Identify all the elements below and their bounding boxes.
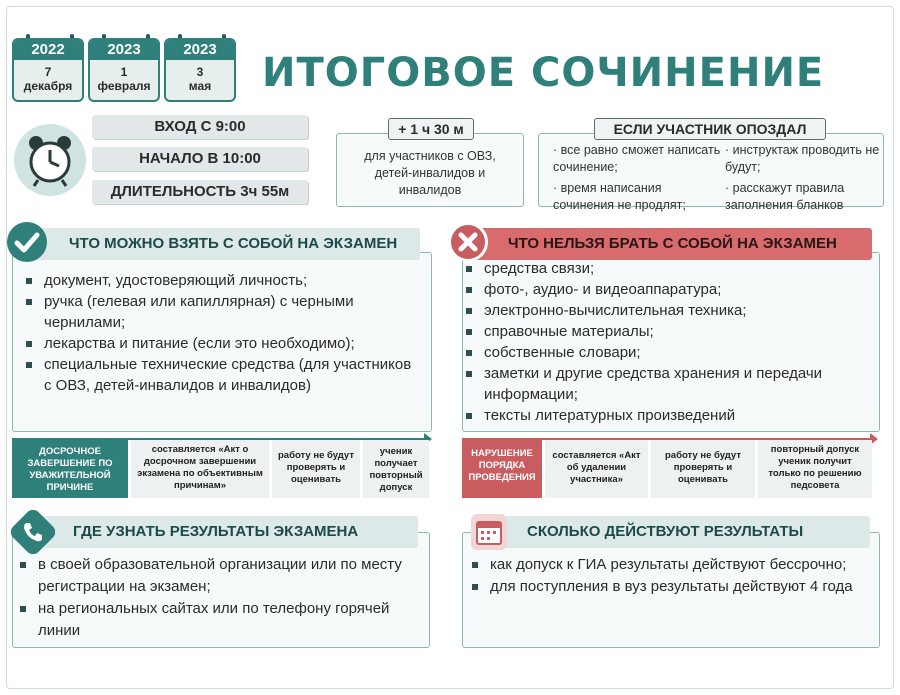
results-valid-list	[472, 554, 872, 598]
step-readmit: ученик получает повторный допуск	[363, 440, 429, 498]
alarm-clock-icon	[14, 124, 86, 196]
date-year: 2023	[166, 40, 234, 60]
forbidden-list	[466, 258, 876, 426]
date-day: 3	[196, 65, 204, 79]
list-item: лекарства и питание (если это необходимо);	[26, 333, 422, 354]
late-left-item: · все равно сможет написать сочинение;	[553, 143, 721, 174]
step-early-finish: ДОСРОЧНОЕ ЗАВЕРШЕНИЕ ПО УВАЖИТЕЛЬНОЙ ПРИЧИНЕ	[12, 440, 128, 498]
list-item: ручка (гелевая или капиллярная) с черными чернилами;	[26, 291, 422, 333]
list-item: тексты литературных произведений	[466, 405, 876, 426]
date-month: февраля	[97, 79, 151, 93]
late-right-item: · расскажут правила заполнения бланков	[725, 181, 845, 212]
duration: ДЛИТЕЛЬНОСТЬ 3ч 55м	[92, 180, 308, 204]
step-no-check: работу не будут проверять и оценивать	[272, 440, 360, 498]
forbidden-title: ЧТО НЕЛЬЗЯ БРАТЬ С СОБОЙ НА ЭКЗАМЕН	[508, 235, 837, 252]
results-where-title: ГДЕ УЗНАТЬ РЕЗУЛЬТАТЫ ЭКЗАМЕНА	[73, 523, 359, 540]
phone-icon	[8, 507, 59, 558]
list-item: на региональных сайтах или по телефону горячей линии	[20, 598, 420, 642]
results-where-header	[22, 516, 418, 548]
checkmark-icon	[7, 222, 47, 262]
late-left-item: · время написания сочинения не продлят;	[553, 181, 686, 212]
list-item: как допуск к ГИА результаты действуют бессрочно;	[472, 554, 872, 576]
allowed-list	[26, 270, 422, 396]
list-item: документ, удостоверяющий личность;	[26, 270, 422, 291]
results-valid-title: СКОЛЬКО ДЕЙСТВУЮТ РЕЗУЛЬТАТЫ	[527, 523, 804, 540]
late-title: ЕСЛИ УЧАСТНИК ОПОЗДАЛ	[594, 118, 826, 140]
list-item: заметки и другие средства хранения и передачи информации;	[466, 363, 876, 405]
late-box	[538, 133, 884, 212]
date-month: мая	[188, 79, 212, 93]
results-valid-header	[476, 516, 870, 548]
list-item: фото-, аудио- и видеоаппаратура;	[466, 279, 876, 300]
list-item: средства связи;	[466, 258, 876, 279]
list-item: электронно-вычислительная техника;	[466, 300, 876, 321]
results-where-list	[20, 554, 420, 642]
entry-time: ВХОД С 9:00	[92, 115, 308, 139]
step-council-readmit: повторный допуск ученик получит только по решению педсовета	[758, 440, 872, 498]
forbidden-header	[460, 228, 872, 260]
step-no-check: работу не будут проверять и оценивать	[651, 440, 755, 498]
extra-time-text: для участников с ОВЗ, детей-инвалидов и инвалидов	[364, 149, 496, 197]
start-time: НАЧАЛО В 10:00	[92, 147, 308, 171]
list-item: специальные технические средства (для участников с ОВЗ, детей-инвалидов и инвалидов)	[26, 354, 422, 396]
date-day: 1	[120, 65, 128, 79]
step-removal-act: составляется «Акт об удалении участника»	[545, 440, 648, 498]
page-title: ИТОГОВОЕ СОЧИНЕНИЕ	[262, 50, 825, 96]
allowed-header	[18, 228, 420, 260]
cross-icon	[448, 222, 488, 262]
calendar-icon	[471, 514, 507, 550]
late-right-item: · инструктаж проводить не будут;	[725, 143, 880, 174]
date-year: 2022	[14, 40, 82, 60]
allowed-title: ЧТО МОЖНО ВЗЯТЬ С СОБОЙ НА ЭКЗАМЕН	[69, 235, 398, 252]
list-item: справочные материалы;	[466, 321, 876, 342]
extra-time-box	[336, 133, 524, 207]
date-month: декабря	[23, 79, 73, 93]
list-item: собственные словари;	[466, 342, 876, 363]
extra-time-tag: + 1 ч 30 м	[388, 118, 474, 140]
step-violation: НАРУШЕНИЕ ПОРЯДКА ПРОВЕДЕНИЯ	[462, 440, 542, 498]
date-day: 7	[44, 65, 52, 79]
date-year: 2023	[90, 40, 158, 60]
list-item: для поступления в вуз результаты действуют 4 года	[472, 576, 872, 598]
step-act: составляется «Акт о досрочном завершении экзамена по объективным причинам»	[131, 440, 269, 498]
list-item: в своей образовательной организации или по месту регистрации на экзамен;	[20, 554, 420, 598]
